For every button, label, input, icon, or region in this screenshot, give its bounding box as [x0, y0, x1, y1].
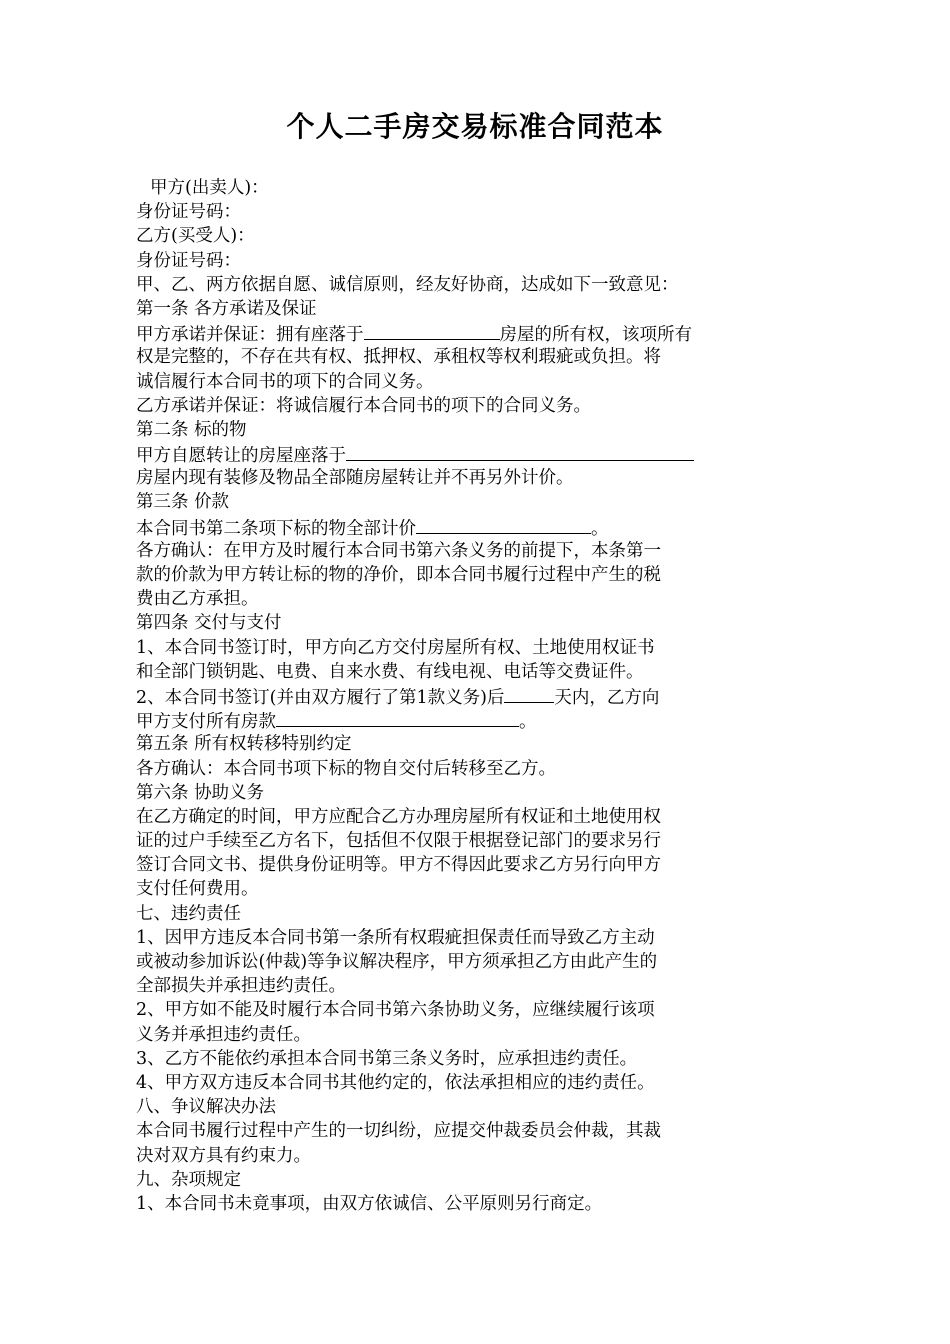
- paragraph-line: 1、本合同书未竟事项，由双方依诚信、公平原则另行商定。: [136, 1193, 603, 1214]
- article-8-heading: 八、争议解决办法: [136, 1097, 276, 1118]
- article-3-heading: 第三条 价款: [136, 492, 230, 513]
- paragraph-line: 决对双方具有约束力。: [136, 1145, 311, 1166]
- text-fragment: 甲方自愿转让的房屋座落于: [136, 446, 346, 467]
- paragraph-line: 4、甲方双方违反本合同书其他约定的，依法承担相应的违约责任。: [136, 1072, 655, 1093]
- paragraph-line: 乙方承诺并保证：将诚信履行本合同书的项下的合同义务。: [136, 395, 591, 416]
- days-blank: [504, 684, 554, 703]
- contract-body: [136, 176, 816, 1216]
- preamble-line: 甲、乙、两方依据自愿、诚信原则，经友好协商，达成如下一致意见：: [136, 274, 679, 295]
- article-6-heading: 第六条 协助义务: [136, 782, 265, 803]
- text-fragment: 本合同书第二条项下标的物全部计价: [136, 518, 416, 539]
- paragraph-line: 或被动参加诉讼(仲裁)等争议解决程序，甲方须承担乙方由此产生的: [136, 952, 658, 972]
- paragraph-line: [136, 515, 816, 539]
- paragraph-line: 房屋内现有装修及物品全部随房屋转让并不再另外计价。: [136, 468, 574, 489]
- paragraph-line: 各方确认：本合同书项下标的物自交付后转移至乙方。: [136, 758, 556, 779]
- paragraph-line: 本合同书履行过程中产生的一切纠纷，应提交仲裁委员会仲裁，其裁: [136, 1121, 661, 1142]
- paragraph-line: 诚信履行本合同书的项下的合同义务。: [136, 371, 434, 392]
- paragraph-line: 全部损失并承担违约责任。: [136, 976, 346, 997]
- text-fragment: 甲方支付所有房款: [136, 712, 276, 733]
- paragraph-line: 义务并承担违约责任。: [136, 1024, 311, 1045]
- text-fragment: 。: [519, 712, 537, 733]
- paragraph-line: [136, 442, 816, 466]
- payment-blank: [276, 708, 519, 727]
- property-location-blank: [346, 442, 694, 461]
- paragraph-line: 各方确认：在甲方及时履行本合同书第六条义务的前提下，本条第一: [136, 540, 661, 561]
- paragraph-line: 2、甲方如不能及时履行本合同书第六条协助义务，应继续履行该项: [136, 1000, 655, 1021]
- text-fragment: 房屋的所有权，该项所有: [499, 325, 692, 346]
- paragraph-line: 3、乙方不能依约承担本合同书第三条义务时，应承担违约责任。: [136, 1048, 638, 1069]
- article-5-heading: 第五条 所有权转移特别约定: [136, 734, 352, 755]
- article-1-heading: 第一条 各方承诺及保证: [136, 298, 317, 319]
- buyer-line: 乙方(买受人)：: [136, 226, 255, 247]
- text-fragment: 天内，乙方向: [554, 687, 660, 708]
- document-title: 个人二手房交易标准合同范本: [286, 110, 664, 143]
- paragraph-line: 在乙方确定的时间，甲方应配合乙方办理房屋所有权证和土地使用权: [136, 806, 661, 827]
- paragraph-line: 和全部门锁钥匙、电费、自来水费、有线电视、电话等交费证件。: [136, 661, 644, 682]
- paragraph-line: 签订合同文书、提供身份证明等。甲方不得因此要求乙方另行向甲方: [136, 855, 661, 876]
- article-7-heading: 七、违约责任: [136, 903, 241, 924]
- seller-line: 甲方(出卖人)：: [150, 178, 269, 198]
- paragraph-line: 费由乙方承担。: [136, 589, 259, 610]
- article-2-heading: 第二条 标的物: [136, 419, 247, 440]
- price-blank: [416, 515, 591, 534]
- paragraph-line: 1、本合同书签订时，甲方向乙方交付房屋所有权、土地使用权证书: [136, 637, 655, 658]
- seller-id-line: 身份证号码：: [136, 202, 241, 223]
- text-fragment: 2、本合同书签订(并由双方履行了第1款义务)后: [136, 687, 505, 708]
- paragraph-line: [136, 321, 816, 345]
- paragraph-line: 证的过户手续至乙方名下，包括但不仅限于根据登记部门的要求另行: [136, 831, 661, 852]
- location-blank: [364, 321, 500, 340]
- paragraph-line: 权是完整的，不存在共有权、抵押权、承租权等权利瑕疵或负担。将: [136, 347, 661, 368]
- paragraph-line: 支付任何费用。: [136, 879, 259, 900]
- article-4-heading: 第四条 交付与支付: [136, 613, 282, 634]
- paragraph-line: 款的价款为甲方转让标的物的净价，即本合同书履行过程中产生的税: [136, 565, 661, 585]
- paragraph-line: 1、因甲方违反本合同书第一条所有权瑕疵担保责任而导致乙方主动: [136, 927, 655, 948]
- buyer-id-line: 身份证号码：: [136, 250, 241, 271]
- text-fragment: 。: [591, 518, 609, 539]
- paragraph-line: [136, 708, 816, 732]
- text-fragment: 甲方承诺并保证：拥有座落于: [136, 325, 364, 346]
- article-9-heading: 九、杂项规定: [136, 1169, 241, 1190]
- paragraph-line: [136, 684, 816, 708]
